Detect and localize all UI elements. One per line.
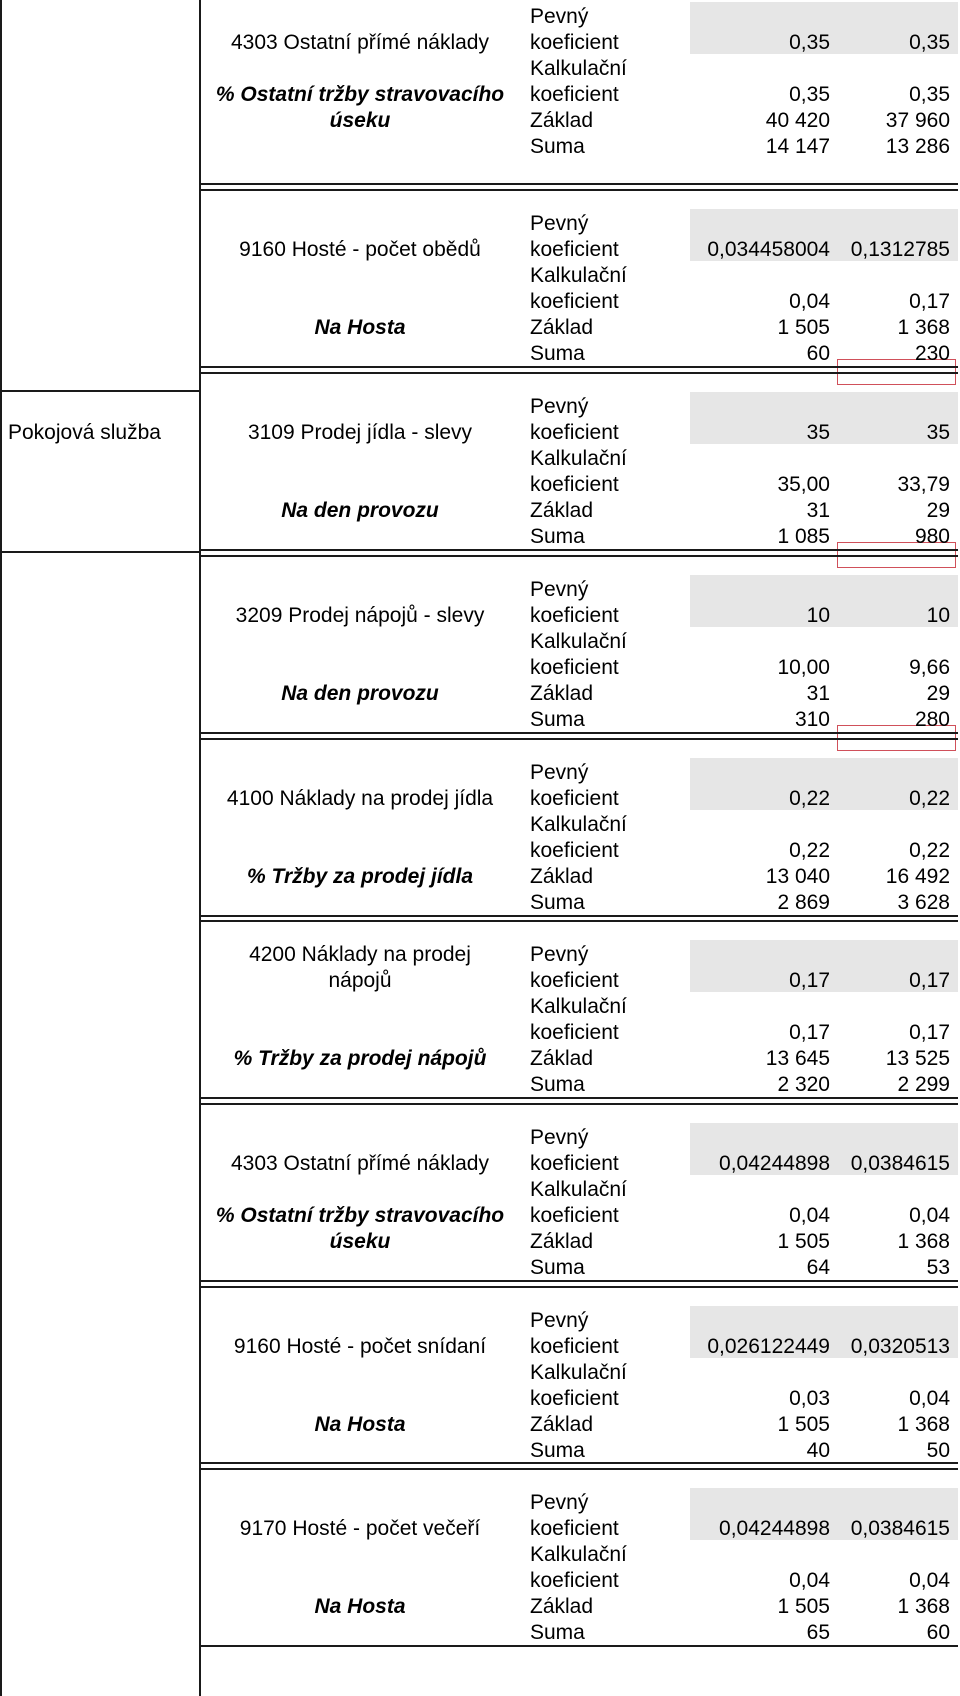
sum-value: 50 [926,1439,950,1462]
calc-label: Kalkulační [530,630,627,653]
calc-coefficient-value: 0,04 [789,1569,830,1592]
fixed-coefficient-value: 0,17 [909,969,950,992]
fixed-coefficient-value: 0,0320513 [850,1335,950,1358]
row-separator [200,1097,958,1099]
sum-label: Suma [530,135,585,158]
row-separator [200,920,958,922]
fixed-coefficient-value: 0,04244898 [719,1517,830,1540]
base-value: 31 [806,682,830,705]
cost-block [200,1306,958,1482]
calc-label: Kalkulační [530,447,627,470]
calc-coefficient-value: 0,35 [909,83,950,106]
coefficient-label: koeficient [530,421,619,444]
allocation-basis-label: Na Hosta [314,1413,406,1436]
base-label: Základ [530,1230,594,1253]
calc-coefficient-value: 0,04 [909,1387,950,1410]
cost-block [200,940,958,1116]
base-value: 1 505 [777,1595,830,1618]
sum-label: Suma [530,1073,585,1096]
fixed-label: Pevný [530,578,589,601]
fixed-label: Pevný [530,1126,589,1149]
row-separator [200,1280,958,1282]
coefficient-label: koeficient [530,1569,619,1592]
sum-value: 65 [806,1621,830,1644]
sum-value: 980 [914,525,950,548]
calc-coefficient-value: 9,66 [909,656,950,679]
sum-value: 2 299 [897,1073,950,1096]
base-label: Základ [530,109,594,132]
row-separator [200,738,958,740]
coefficient-label: koeficient [530,1021,619,1044]
row-separator [200,549,958,551]
row-separator [200,1645,958,1647]
allocation-basis-label: % Ostatní tržby stravovacího úseku [215,1204,505,1253]
row-separator [200,915,958,917]
row-separator [200,555,958,557]
calc-label: Kalkulační [530,1178,627,1201]
sum-label: Suma [530,891,585,914]
sum-label: Suma [530,342,585,365]
calc-coefficient-value: 10,00 [777,656,830,679]
calc-coefficient-value: 35,00 [777,473,830,496]
calc-coefficient-value: 0,22 [789,839,830,862]
coefficient-label: koeficient [530,839,619,862]
fixed-coefficient-value: 10 [806,604,830,627]
fixed-label: Pevný [530,761,589,784]
sum-value: 2 869 [777,891,830,914]
row-separator [200,1286,958,1288]
base-value: 1 368 [897,1230,950,1253]
row-separator [200,372,958,374]
row-separator [200,183,958,185]
account-code-label: 9160 Hosté - počet snídaní [233,1335,487,1358]
fixed-coefficient-value: 35 [806,421,830,444]
allocation-basis-label: Na Hosta [314,316,406,339]
base-value: 1 505 [777,1413,830,1436]
allocation-basis-label: % Ostatní tržby stravovacího úseku [215,83,505,132]
group-bottom-border [0,551,200,553]
fixed-label: Pevný [530,212,589,235]
account-code-label: 3209 Prodej nápojů - slevy [235,604,485,627]
base-value: 40 420 [765,109,830,132]
base-value: 13 525 [885,1047,950,1070]
base-value: 1 505 [777,316,830,339]
calc-label: Kalkulační [530,1543,627,1566]
sum-value: 40 [806,1439,830,1462]
coefficient-label: koeficient [530,1387,619,1410]
calc-coefficient-value: 0,04 [909,1569,950,1592]
sum-value: 280 [914,708,950,731]
calc-coefficient-value: 0,04 [789,290,830,313]
base-value: 13 040 [765,865,830,888]
cost-block [200,758,958,934]
account-code-label: 3109 Prodej jídla - slevy [247,421,473,444]
account-code-label: 4100 Náklady na prodej jídla [226,787,494,810]
sum-value: 230 [914,342,950,365]
fixed-coefficient-value: 0,22 [909,787,950,810]
fixed-coefficient-value: 0,35 [789,31,830,54]
calc-coefficient-value: 0,17 [909,290,950,313]
fixed-coefficient-value: 0,17 [789,969,830,992]
cost-block [200,575,958,751]
calc-label: Kalkulační [530,813,627,836]
base-value: 1 368 [897,1413,950,1436]
fixed-coefficient-value: 0,034458004 [707,238,830,261]
base-label: Základ [530,316,594,339]
account-code-label: 9170 Hosté - počet večeří [239,1517,481,1540]
coefficient-label: koeficient [530,787,619,810]
base-value: 29 [926,682,950,705]
coefficient-label: koeficient [530,1517,619,1540]
allocation-basis-label: Na den provozu [281,499,439,522]
group-label: Pokojová služba [8,421,161,444]
base-label: Základ [530,1413,594,1436]
calc-label: Kalkulační [530,1361,627,1384]
coefficient-label: koeficient [530,1152,619,1175]
fixed-label: Pevný [530,1309,589,1332]
sum-value: 310 [794,708,830,731]
sum-value: 1 085 [777,525,830,548]
fixed-coefficient-value: 0,04244898 [719,1152,830,1175]
sum-value: 64 [806,1256,830,1279]
base-value: 1 368 [897,1595,950,1618]
base-label: Základ [530,1595,594,1618]
fixed-label: Pevný [530,943,589,966]
coefficient-label: koeficient [530,969,619,992]
coefficient-label: koeficient [530,238,619,261]
sum-value: 13 286 [885,135,950,158]
sum-label: Suma [530,1256,585,1279]
cost-block [200,1488,958,1664]
cost-block [200,1123,958,1299]
sum-label: Suma [530,525,585,548]
row-separator [200,1468,958,1470]
row-separator [200,1462,958,1464]
sum-value: 2 320 [777,1073,830,1096]
allocation-basis-label: % Tržby za prodej jídla [247,865,473,888]
base-value: 13 645 [765,1047,830,1070]
calc-label: Kalkulační [530,995,627,1018]
calc-coefficient-value: 0,35 [789,83,830,106]
fixed-label: Pevný [530,1491,589,1514]
allocation-basis-label: Na Hosta [314,1595,406,1618]
cost-block [200,209,958,385]
sum-label: Suma [530,1439,585,1462]
sum-value: 53 [926,1256,950,1279]
fixed-coefficient-value: 0,0384615 [850,1152,950,1175]
row-separator [200,189,958,191]
base-label: Základ [530,682,594,705]
fixed-coefficient-value: 0,22 [789,787,830,810]
sum-label: Suma [530,1621,585,1644]
fixed-label: Pevný [530,395,589,418]
group-top-border [0,390,200,392]
account-code-label: 4303 Ostatní přímé náklady [231,1152,489,1175]
row-separator [200,1103,958,1105]
sum-value: 60 [806,342,830,365]
calc-coefficient-value: 0,04 [909,1204,950,1227]
sum-label: Suma [530,708,585,731]
fixed-coefficient-value: 0,026122449 [707,1335,830,1358]
fixed-coefficient-value: 0,1312785 [850,238,950,261]
calc-coefficient-value: 0,17 [909,1021,950,1044]
coefficient-label: koeficient [530,83,619,106]
base-value: 31 [806,499,830,522]
cost-block [200,392,958,568]
fixed-coefficient-value: 0,0384615 [850,1517,950,1540]
base-value: 16 492 [885,865,950,888]
coefficient-label: koeficient [530,290,619,313]
base-value: 1 505 [777,1230,830,1253]
calc-coefficient-value: 0,22 [909,839,950,862]
left-border [0,0,2,1696]
calc-coefficient-value: 0,03 [789,1387,830,1410]
base-label: Základ [530,1047,594,1070]
base-value: 29 [926,499,950,522]
coefficient-label: koeficient [530,1335,619,1358]
base-value: 37 960 [885,109,950,132]
coefficient-label: koeficient [530,604,619,627]
account-code-label: 4200 Náklady na prodej nápojů [249,943,471,992]
base-label: Základ [530,865,594,888]
allocation-basis-label: % Tržby za prodej nápojů [233,1047,487,1070]
account-code-label: 4303 Ostatní přímé náklady [231,31,489,54]
fixed-coefficient-value: 10 [926,604,950,627]
allocation-basis-label: Na den provozu [281,682,439,705]
sum-value: 14 147 [765,135,830,158]
calc-coefficient-value: 0,17 [789,1021,830,1044]
fixed-coefficient-value: 0,35 [909,31,950,54]
calc-coefficient-value: 0,04 [789,1204,830,1227]
base-value: 1 368 [897,316,950,339]
sum-value: 3 628 [897,891,950,914]
coefficient-label: koeficient [530,473,619,496]
row-separator [200,366,958,368]
sum-value: 60 [926,1621,950,1644]
calc-label: Kalkulační [530,57,627,80]
row-separator [200,732,958,734]
base-label: Základ [530,499,594,522]
calc-label: Kalkulační [530,264,627,287]
fixed-coefficient-value: 35 [926,421,950,444]
coefficient-label: koeficient [530,31,619,54]
coefficient-label: koeficient [530,656,619,679]
calc-coefficient-value: 33,79 [897,473,950,496]
fixed-label: Pevný [530,5,589,28]
cost-block [200,2,958,178]
coefficient-label: koeficient [530,1204,619,1227]
account-code-label: 9160 Hosté - počet obědů [239,238,481,261]
